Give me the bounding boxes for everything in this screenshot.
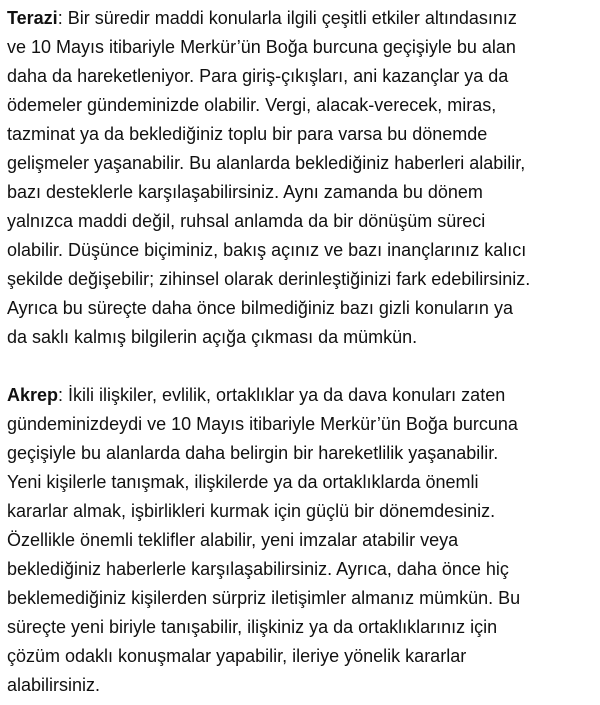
text-line: kararlar almak, işbirlikleri kurmak için güçlü bir dönemdesiniz. — [7, 501, 496, 521]
text-line: Yeni kişilerle tanışmak, ilişkilerde ya da ortaklıklarda önemli — [7, 472, 479, 492]
sign-label-akrep: Akrep — [7, 385, 59, 405]
text-segment: : Bir süredir maddi konularla ilgili çeşitli etkiler altındasınız — [57, 8, 517, 28]
horoscope-section-akrep — [7, 381, 597, 700]
text-line: ödemeler gündeminizde olabilir. Vergi, alacak-verecek, miras, — [7, 95, 497, 115]
text-line: Özellikle önemli teklifler alabilir, yeni imzalar atabilir veya — [7, 530, 459, 550]
text-line: gelişmeler yaşanabilir. Bu alanlarda beklediğiniz haberleri alabilir, — [7, 153, 526, 173]
text-line: yalnızca maddi değil, ruhsal anlamda da bir dönüşüm süreci — [7, 211, 486, 231]
text-line: çözüm odaklı konuşmalar yapabilir, ileriye yönelik kararlar — [7, 646, 467, 666]
text-line: ve 10 Mayıs itibariyle Merkür’ün Boğa burcuna geçişiyle bu alan — [7, 37, 516, 57]
text-line: Ayrıca bu süreçte daha önce bilmediğiniz bazı gizli konuların ya — [7, 298, 513, 318]
text-line: da saklı kalmış bilgilerin açığa çıkması da mümkün. — [7, 327, 418, 347]
sign-label-terazi: Terazi — [7, 8, 58, 28]
text-line — [7, 4, 597, 33]
text-line — [7, 381, 597, 410]
text-line: alabilirsiniz. — [7, 675, 101, 695]
horoscope-section-terazi — [7, 0, 597, 352]
text-line: daha da hareketleniyor. Para giriş-çıkışları, ani kazançlar ya da — [7, 66, 509, 86]
text-line: bazı desteklerle karşılaşabilirsiniz. Aynı zamanda bu dönem — [7, 182, 483, 202]
text-line: süreçte yeni biriyle tanışabilir, ilişkiniz ya da ortaklıklarınız için — [7, 617, 498, 637]
text-segment: : İkili ilişkiler, evlilik, ortaklıklar ya da dava konuları zaten — [58, 385, 506, 405]
text-line: gündeminizdeydi ve 10 Mayıs itibariyle Merkür’ün Boğa burcuna — [7, 414, 518, 434]
text-line: tazminat ya da beklediğiniz toplu bir para varsa bu dönemde — [7, 124, 488, 144]
text-line: beklemediğiniz kişilerden sürpriz iletişimler almanız mümkün. Bu — [7, 588, 521, 608]
text-line: geçişiyle bu alanlarda daha belirgin bir hareketlilik yaşanabilir. — [7, 443, 499, 463]
article-body — [7, 0, 597, 700]
text-line: şekilde değişebilir; zihinsel olarak derinleştiğinizi fark edebilirsiniz. — [7, 269, 531, 289]
text-line: olabilir. Düşünce biçiminiz, bakış açınız ve bazı inançlarınız kalıcı — [7, 240, 527, 260]
text-line: beklediğiniz haberlerle karşılaşabilirsiniz. Ayrıca, daha önce hiç — [7, 559, 509, 579]
